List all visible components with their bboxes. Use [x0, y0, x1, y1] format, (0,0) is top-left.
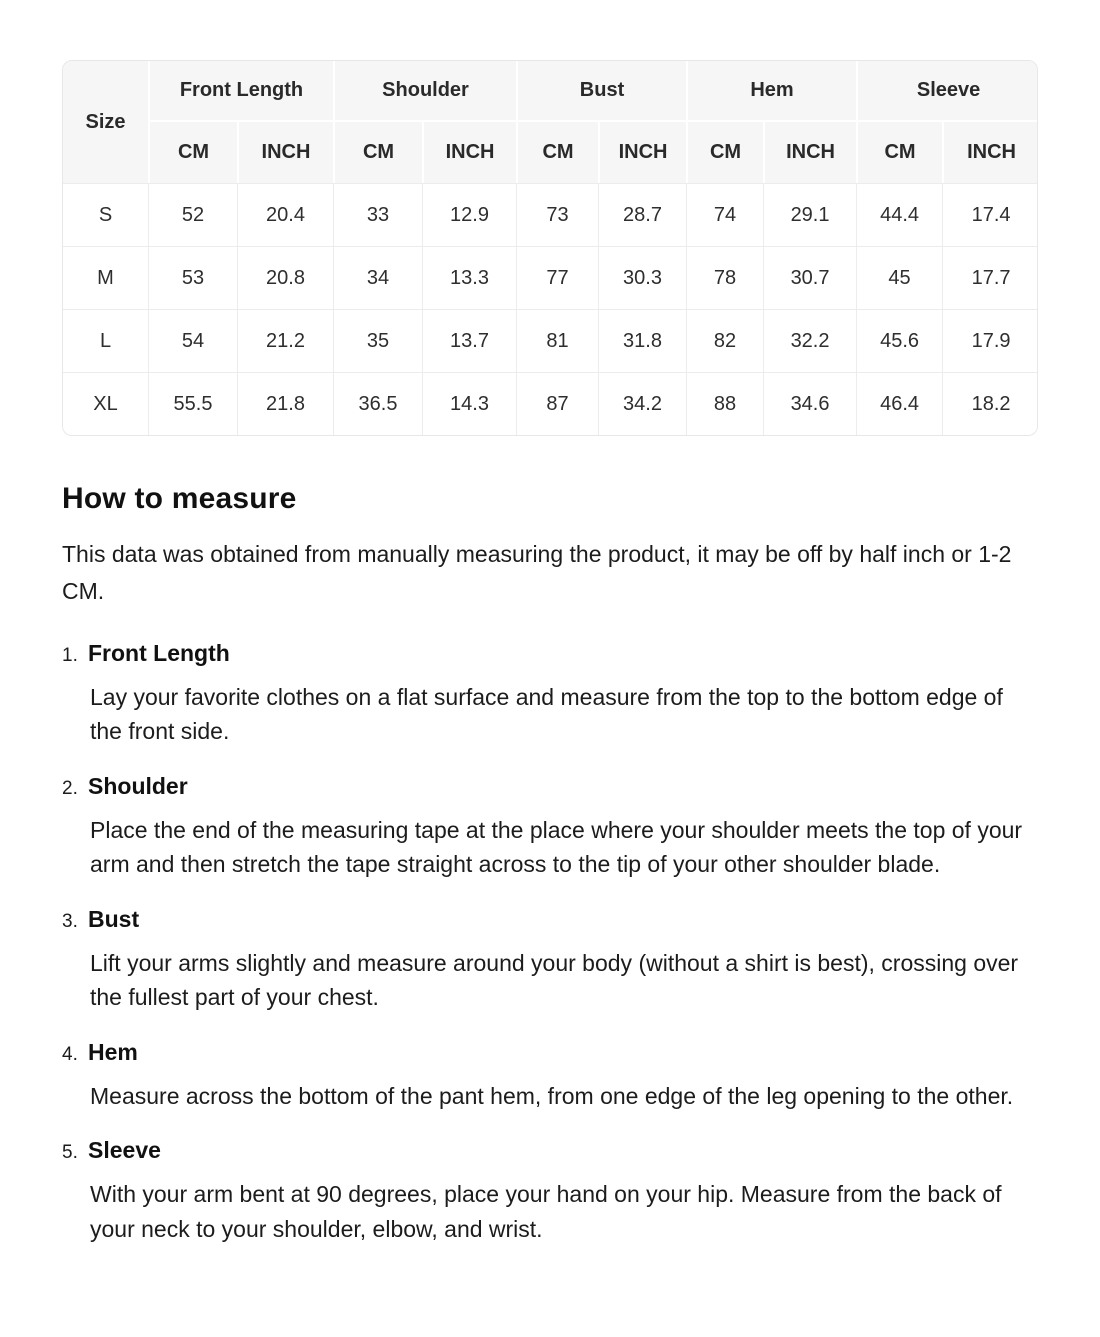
table-row-l: [63, 309, 1038, 372]
table-row-xl: [63, 372, 1038, 435]
list-item-header: [62, 906, 1038, 933]
list-item-title: Sleeve: [88, 1137, 161, 1164]
list-item-header: [62, 1137, 1038, 1164]
value-cell: 44.4: [856, 183, 942, 246]
list-item-front-length: [62, 640, 1038, 749]
table-row-m: [63, 246, 1038, 309]
list-item-number: 4.: [62, 1043, 78, 1065]
column-header-hem: Hem: [686, 61, 856, 122]
unit-header-inch: INCH: [598, 122, 686, 183]
value-cell: 21.2: [237, 309, 333, 372]
table-header-unit-row: [63, 122, 1038, 183]
value-cell: 12.9: [422, 183, 516, 246]
size-chart-table-container: [62, 60, 1038, 436]
measure-disclaimer-text: This data was obtained from manually measuring the product, it may be off by half inch or 1-2 CM.: [62, 541, 1012, 604]
value-cell: 13.3: [422, 246, 516, 309]
value-cell: 45.6: [856, 309, 942, 372]
list-item-title: Hem: [88, 1038, 138, 1065]
list-item-number: 2.: [62, 777, 78, 799]
list-item-header: [62, 1039, 1038, 1066]
value-cell: 18.2: [942, 372, 1038, 435]
column-header-size: Size: [63, 61, 148, 183]
list-item-number: 1.: [62, 644, 78, 666]
value-cell: 14.3: [422, 372, 516, 435]
value-cell: 30.7: [763, 246, 856, 309]
list-item-shoulder: [62, 773, 1038, 882]
value-cell: 34.6: [763, 372, 856, 435]
value-cell: 55.5: [148, 372, 237, 435]
value-cell: 34.2: [598, 372, 686, 435]
list-item-header: [62, 773, 1038, 800]
value-cell: 74: [686, 183, 763, 246]
value-cell: 28.7: [598, 183, 686, 246]
value-cell: 20.4: [237, 183, 333, 246]
value-cell: 36.5: [333, 372, 422, 435]
unit-header-cm: CM: [686, 122, 763, 183]
value-cell: 46.4: [856, 372, 942, 435]
unit-header-cm: CM: [148, 122, 237, 183]
how-to-measure-heading: How to measure: [62, 482, 297, 515]
size-cell: S: [63, 183, 148, 246]
value-cell: 81: [516, 309, 598, 372]
value-cell: 78: [686, 246, 763, 309]
value-cell: 17.7: [942, 246, 1038, 309]
value-cell: 45: [856, 246, 942, 309]
list-item-description: Measure across the bottom of the pant hem, from one edge of the leg opening to the other.: [90, 1082, 1014, 1109]
unit-header-cm: CM: [333, 122, 422, 183]
size-chart-table: [63, 61, 1038, 435]
value-cell: 34: [333, 246, 422, 309]
measure-instructions-list: [62, 640, 1038, 1247]
value-cell: 35: [333, 309, 422, 372]
value-cell: 73: [516, 183, 598, 246]
unit-header-inch: INCH: [942, 122, 1038, 183]
list-item-number: 3.: [62, 910, 78, 932]
value-cell: 32.2: [763, 309, 856, 372]
value-cell: 20.8: [237, 246, 333, 309]
value-cell: 87: [516, 372, 598, 435]
value-cell: 88: [686, 372, 763, 435]
value-cell: 30.3: [598, 246, 686, 309]
value-cell: 52: [148, 183, 237, 246]
column-header-bust: Bust: [516, 61, 686, 122]
column-header-front-length: Front Length: [148, 61, 333, 122]
value-cell: 21.8: [237, 372, 333, 435]
list-item-description: With your arm bent at 90 degrees, place your hand on your hip. Measure from the back of your neck to your shoulder, elbow, and wrist.: [90, 1181, 1002, 1242]
unit-header-cm: CM: [516, 122, 598, 183]
unit-header-inch: INCH: [237, 122, 333, 183]
value-cell: 54: [148, 309, 237, 372]
list-item-title: Shoulder: [88, 772, 188, 799]
column-header-sleeve: Sleeve: [856, 61, 1038, 122]
value-cell: 17.9: [942, 309, 1038, 372]
list-item-title: Bust: [88, 905, 140, 932]
unit-header-cm: CM: [856, 122, 942, 183]
value-cell: 77: [516, 246, 598, 309]
value-cell: 13.7: [422, 309, 516, 372]
list-item-bust: [62, 906, 1038, 1015]
list-item-header: [62, 640, 1038, 667]
value-cell: 33: [333, 183, 422, 246]
column-header-shoulder: Shoulder: [333, 61, 516, 122]
list-item-number: 5.: [62, 1142, 78, 1164]
size-cell: L: [63, 309, 148, 372]
size-cell: XL: [63, 372, 148, 435]
size-cell: M: [63, 246, 148, 309]
table-header-group-row: [63, 61, 1038, 122]
table-row-s: [63, 183, 1038, 246]
list-item-description: Lift your arms slightly and measure around your body (without a shirt is best), crossing over the fullest part of your chest.: [90, 949, 1019, 1011]
list-item-title: Front Length: [88, 639, 230, 666]
unit-header-inch: INCH: [763, 122, 856, 183]
value-cell: 31.8: [598, 309, 686, 372]
list-item-description: Place the end of the measuring tape at the place where your shoulder meets the top of your arm and then stretch the tape straight across to the tip of your other shoulder blade.: [90, 816, 1023, 878]
unit-header-inch: INCH: [422, 122, 516, 183]
value-cell: 82: [686, 309, 763, 372]
value-cell: 17.4: [942, 183, 1038, 246]
value-cell: 29.1: [763, 183, 856, 246]
list-item-hem: [62, 1039, 1038, 1114]
list-item-description: Lay your favorite clothes on a flat surface and measure from the top to the bottom edge of the front side.: [90, 683, 1003, 745]
value-cell: 53: [148, 246, 237, 309]
list-item-sleeve: [62, 1137, 1038, 1246]
